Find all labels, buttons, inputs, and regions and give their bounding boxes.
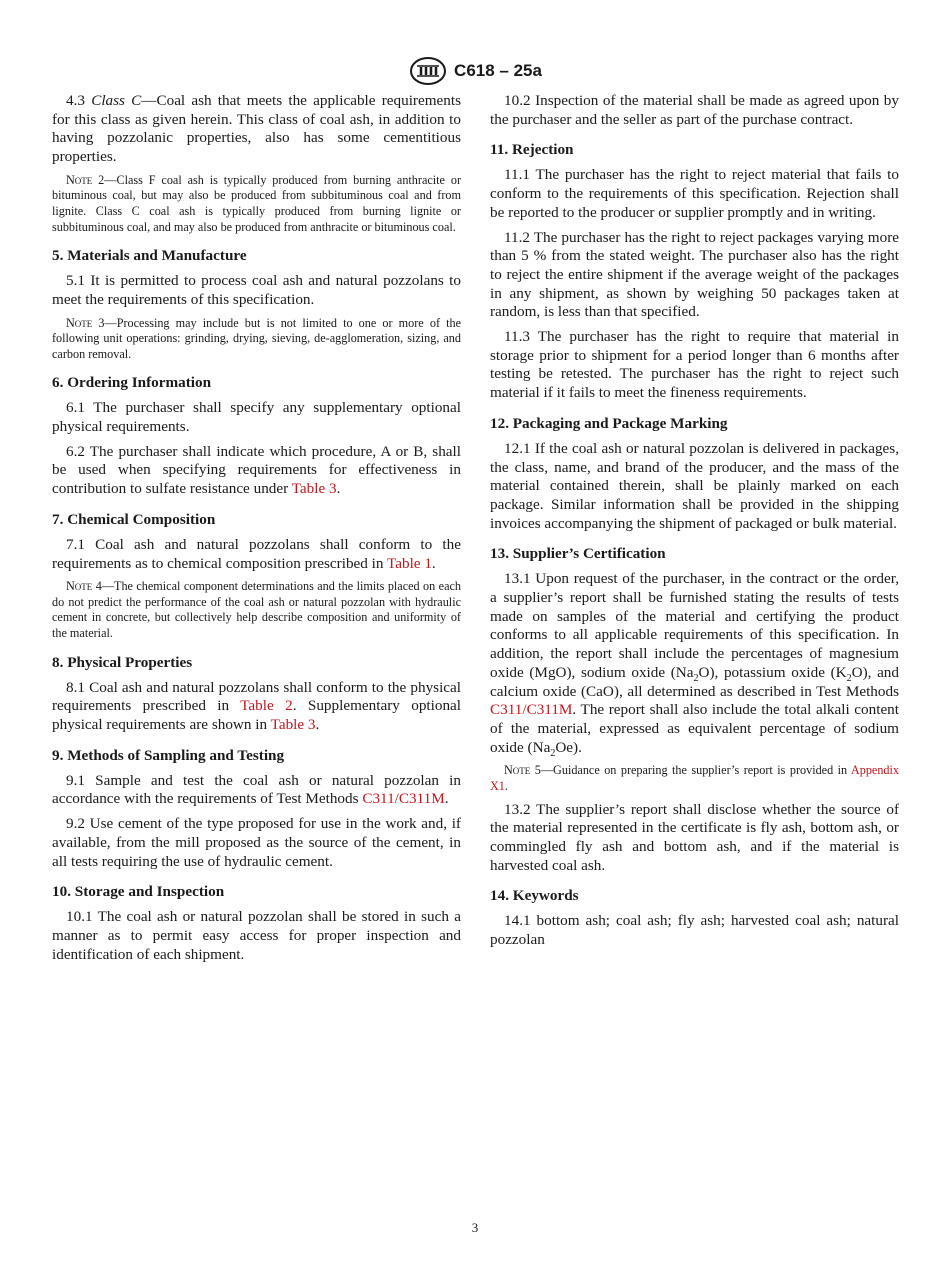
paragraph-6-2: 6.2 The purchaser shall indicate which procedure, A or B, shall be used when specifying requirements for effectiveness in contribution to sulfate resistance under Table 3. [52,442,461,498]
section-14-title: 14. Keywords [490,887,579,905]
section-7-title: 7. Chemical Composition [52,510,216,528]
section-12-title: 12. Packaging and Package Marking [490,414,728,432]
section-11-title: 11. Rejection [490,141,574,159]
section-13-title: 13. Supplier’s Certification [490,545,666,563]
table-3-link[interactable]: Table 3 [270,716,316,734]
paragraph-11-1: 11.1 The purchaser has the right to reject material that fails to conform to the requirements of this specification. Rejection shall be reported to the producer or supplier promptly and in writing. [490,166,899,221]
paragraph-9-1: 9.1 Sample and test the coal ash or natural pozzolan in accordance with the requirements of Test Methods C311/C311M. [52,771,461,808]
astm-logo-icon [408,56,448,86]
table-3-link[interactable]: Table 3 [291,480,337,498]
note-4: Note 4—The chemical component determinations and the limits placed on each do not predict the performance of the coal ash or natural pozzolan with hydraulic cement in concrete, but collectively help describe composition and uniformity of the material. [52,579,462,641]
paragraph-4-3: 4.3 Class C—Coal ash that meets the applicable requirements for this class as given herein. This class of coal ash, in addition to having pozzolanic properties, also has some cementitious properties. [52,92,461,166]
paragraph-11-2: 11.2 The purchaser has the right to reject packages varying more than 5 % from the stated weight. The purchaser also has the right to reject the entire shipment if the average weight of the packages in any shipment, as shown by weighing 50 packages taken at random, is less than that specified. [490,228,899,321]
note-3: Note 3—Processing may include but is not limited to one or more of the following unit operations: grinding, drying, sieving, de-agglomeration, sizing, and carbon removal. [52,315,462,361]
section-6-title: 6. Ordering Information [52,374,212,392]
paragraph-9-2: 9.2 Use cement of the type proposed for use in the work and, if available, from the mill proposed as the source of the cement, in all tests requiring the use of hydraulic cement. [52,815,461,870]
section-8-title: 8. Physical Properties [52,653,193,671]
page-header [0,56,950,86]
left-column [52,92,461,970]
paragraph-5-1: 5.1 It is permitted to process coal ash and natural pozzolans to meet the requirements of this specification. [52,272,461,308]
standard-designation: C618 – 25a [454,61,542,80]
right-column [490,92,899,956]
paragraph-6-1: 6.1 The purchaser shall specify any supplementary optional physical requirements. [52,399,461,436]
section-9-title: 9. Methods of Sampling and Testing [52,746,285,764]
paragraph-12-1: 12.1 If the coal ash or natural pozzolan is delivered in packages, the class, name, and brand of the producer, and the mass of the material contained therein, shall be plainly marked on each package. Similar information shall be provided in the shipping invoices accompanying the shipment of packaged or bulk material. [490,439,899,532]
c311-link[interactable]: C311/C311M [362,790,445,808]
paragraph-10-2: 10.2 Inspection of the material shall be made as agreed upon by the purchaser and the seller as part of the purchase contract. [490,92,899,128]
paragraph-8-1: 8.1 Coal ash and natural pozzolans shall conform to the physical requirements prescribed in Table 2. Supplementary optional physical requirements are shown in Table 3. [52,678,461,734]
paragraph-14-1: 14.1 bottom ash; coal ash; fly ash; harvested coal ash; natural pozzolan [490,912,899,949]
table-2-link[interactable]: Table 2 [240,697,293,715]
paragraph-7-1: 7.1 Coal ash and natural pozzolans shall conform to the requirements as to chemical composition prescribed in Table 1. [52,535,461,572]
appendix-x1-link[interactable]: Appendix X1 [490,763,899,793]
note-2: Note 2—Class F coal ash is typically produced from burning anthracite or bituminous coal, but may also be produced from subbituminous coal and from lignite. Class C coal ash is typically produced from burning lignite or subbituminous coal, and may also be produced from anthracite or bituminous coal. [52,172,461,234]
note-5: Note 5—Guidance on preparing the supplier’s report is provided in Appendix X1. [490,763,899,793]
section-10-title: 10. Storage and Inspection [52,883,225,901]
page-number: 3 [471,1220,479,1235]
paragraph-13-2: 13.2 The supplier’s report shall disclose whether the source of the material represented in the certificate is fly ash, bottom ash, or commingled fly ash and bottom ash, and if the material is harvested coal ash. [490,800,899,874]
table-1-link[interactable]: Table 1 [387,554,432,572]
section-5-title: 5. Materials and Manufacture [52,247,247,265]
paragraph-10-1: 10.1 The coal ash or natural pozzolan shall be stored in such a manner as to permit easy access for proper inspection and identification of each shipment. [52,908,461,963]
paragraph-11-3: 11.3 The purchaser has the right to require that material in storage prior to shipment for a period longer than 6 months after testing be retested. The purchaser has the right to reject such material if it fails to meet the fineness requirements. [490,328,899,402]
c311-link[interactable]: C311/C311M [490,701,573,719]
paragraph-13-1: 13.1 Upon request of the purchaser, in the contract or the order, a supplier’s report shall be furnished stating the results of tests made on samples of the material and certifying the product conforms to all applicable requirements of this specification. In addition, the report shall include the percentages of magnesium oxide (MgO), sodium oxide $(Na_2O)$, potassium oxide $(K_2O)$, and calcium oxide (CaO), all determined as described in Test Methods C311/C311M. The report shall also include the total alkali content of the material, expressed as equivalent percentage of sodium oxide $(Na_2Oe)$. [490,570,899,759]
